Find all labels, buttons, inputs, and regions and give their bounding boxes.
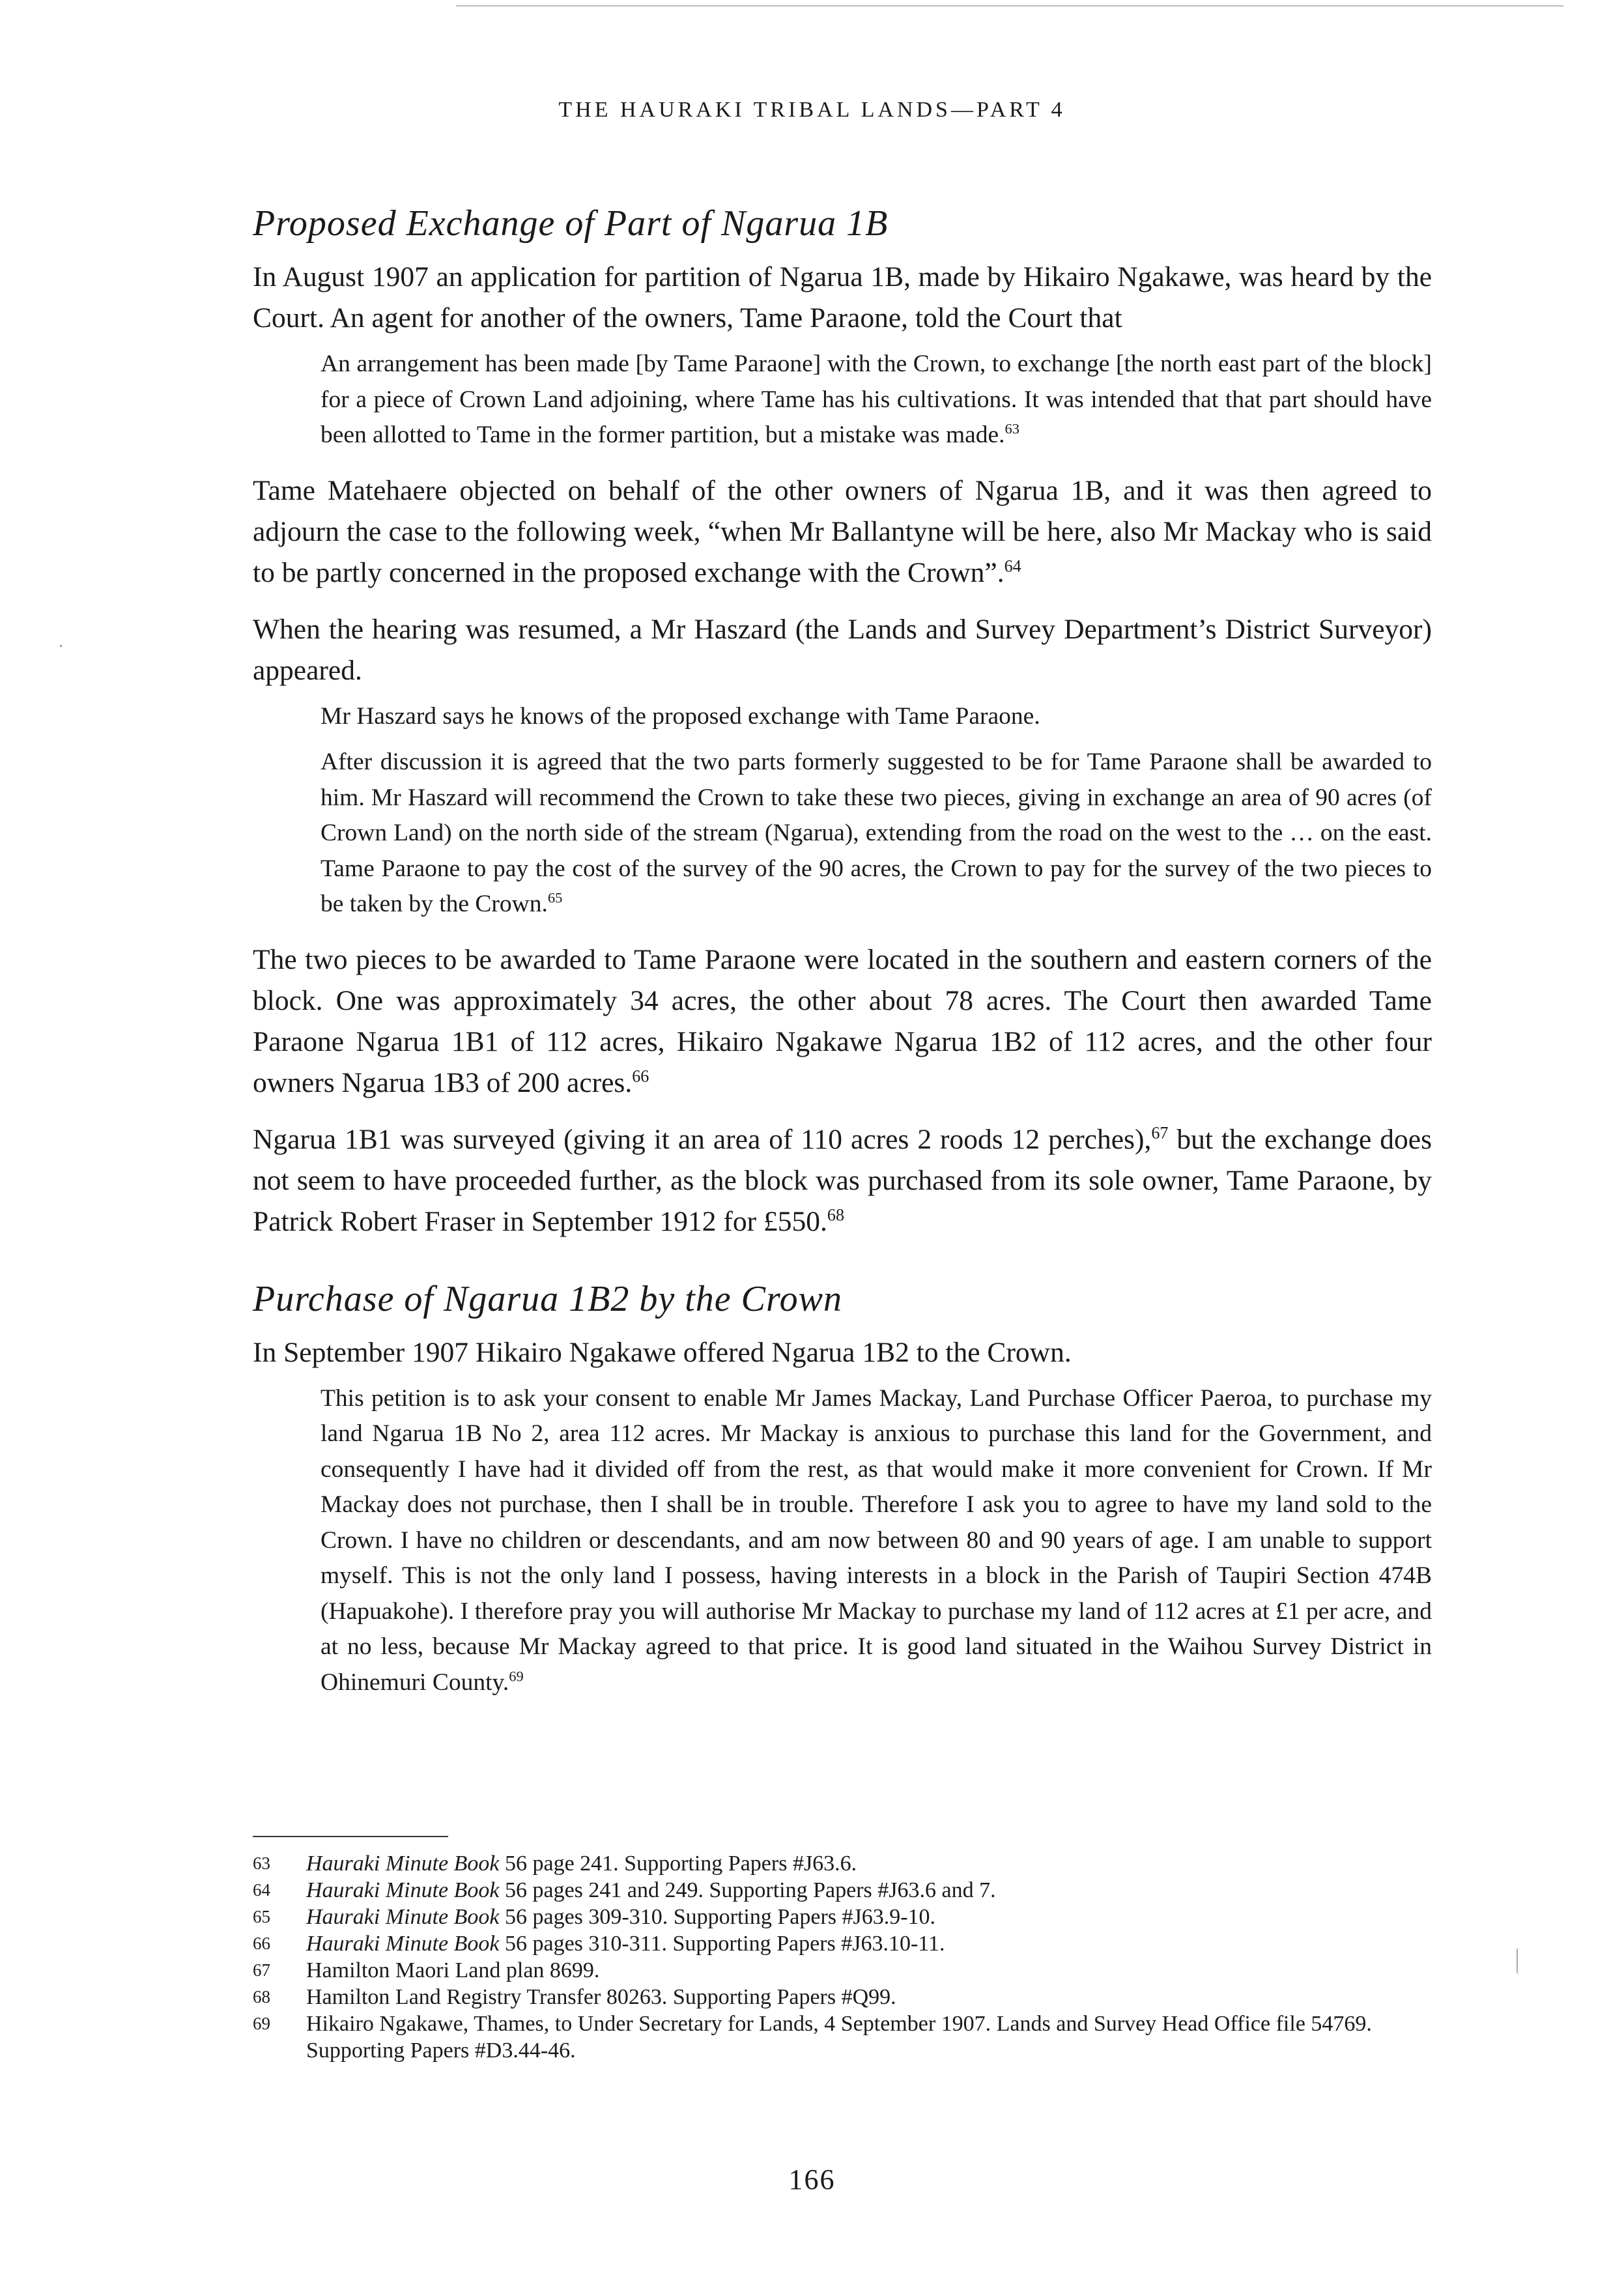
scan-speck <box>60 645 62 647</box>
top-edge-rule <box>456 5 1563 7</box>
footnote-number: 63 <box>253 1853 270 1873</box>
paragraph: Tame Matehaere objected on behalf of the other owners of Ngarua 1B, and it was then agreed to adjourn the case to the following week, “when Mr Ballantyne will be here, also Mr Mackay who is said to be partly concerned in the proposed exchange with the Crown”.$^{64}$ <box>253 474 1432 588</box>
page-body <box>253 202 1432 1717</box>
quote-paragraph: An arrangement has been made [by Tame Paraone] with the Crown, to exchange [the north east part of the block] for a piece of Crown Land adjoining, where Tame has his cultivations. It was intended that that part should have been allotted to Tame in the former partition, but a mistake was made.$^{63}$ <box>321 350 1432 448</box>
footnote: 69 Hikairo Ngakawe, Thames, to Under Secretary for Lands, 4 September 1907. Lands and Survey Head Office file 54769. Supporting Papers #D3.44-46. <box>253 2012 1372 2063</box>
footnote-ref[interactable]: 65 <box>547 889 563 906</box>
footnote: 65 Hauraki Minute Book 56 pages 309-310. Supporting Papers #J63.9-10. <box>253 1905 936 1929</box>
footnotes <box>253 1850 1432 2064</box>
footnote-ref[interactable]: 63 <box>1004 420 1020 437</box>
footnote-ref[interactable]: 68 <box>827 1205 844 1224</box>
paragraph: Ngarua 1B1 was surveyed (giving it an area of 110 acres 2 roods 12 perches),$^{67}$ but the exchange does not seem to have proceeded further, as the block was purchased from its sole owner, Tame Paraone, by Patrick Robert Fraser in September 1912 for £550.68 <box>253 1123 1432 1237</box>
footnote: 67 Hamilton Maori Land plan 8699. <box>253 1958 600 1982</box>
footnote-number: 64 <box>253 1880 270 1900</box>
footnote-ref[interactable]: 67 <box>1151 1123 1169 1142</box>
paragraph: The two pieces to be awarded to Tame Paraone were located in the southern and eastern corners of the block. One was approximately 34 acres, the other about 78 acres. The Court then awarded Tame Paraone Ngarua 1B1 of 112 acres, Hikairo Ngakawe Ngarua 1B2 of 112 acres, and the other four owners Ngarua 1B3 of 200 acres.$^{66}$ <box>253 943 1432 1098</box>
footnote-divider <box>253 1836 448 1837</box>
footnote-number: 65 <box>253 1907 270 1926</box>
footnote-ref[interactable]: 64 <box>1004 556 1021 575</box>
footnote-number: 68 <box>253 1987 270 2007</box>
running-head: THE HAURAKI TRIBAL LANDS—PART 4 <box>558 98 1066 122</box>
footnote-number: 67 <box>253 1960 270 1980</box>
quote-paragraph: After discussion it is agreed that the two parts formerly suggested to be for Tame Paraone shall be awarded to him. Mr Haszard will recommend the Crown to take these two pieces, giving in exchange an area of 90 acres (of Crown Land) on the north side of the stream (Ngarua), extending from the road on the west to the … on the east. Tame Paraone to pay the cost of the survey of the 90 acres, the Crown to pay for the survey of the two pieces to be taken by the Crown.$^{65}$ <box>321 749 1432 917</box>
footnote-number: 69 <box>253 2014 270 2033</box>
paragraph: In September 1907 Hikairo Ngakawe offered Ngarua 1B2 to the Crown. <box>253 1336 1072 1368</box>
footnote: 66 Hauraki Minute Book 56 pages 310-311. Supporting Papers #J63.10-11. <box>253 1932 945 1956</box>
scan-mark <box>1517 1948 1519 1974</box>
block-quote <box>321 699 1432 922</box>
footnote: 63 Hauraki Minute Book 56 page 241. Supporting Papers #J63.6. <box>253 1851 857 1876</box>
paragraph: In August 1907 an application for partition of Ngarua 1B, made by Hikairo Ngakawe, was heard by the Court. An agent for another of the owners, Tame Paraone, told the Court that <box>253 261 1432 334</box>
footnote-ref[interactable]: 69 <box>509 1668 524 1684</box>
footnote-ref[interactable]: 66 <box>632 1066 649 1085</box>
page-number: 166 <box>788 2164 836 2195</box>
footnote-number: 66 <box>253 1934 270 1953</box>
paragraph: When the hearing was resumed, a Mr Haszard (the Lands and Survey Department’s District Surveyor) appeared. <box>253 613 1432 686</box>
quote-paragraph: This petition is to ask your consent to enable Mr James Mackay, Land Purchase Officer Paeroa, to purchase my land Ngarua 1B No 2, area 112 acres. Mr Mackay is anxious to purchase this land for the Government, and consequently I have had it divided off from the rest, as that would make it more convenient for Crown. If Mr Mackay does not purchase, then I shall be in trouble. Therefore I ask you to agree to have my land sold to the Crown. I have no children or descendants, and am now between 80 and 90 years of age. I am unable to support myself. This is not the only land I possess, having interests in a block in the Parish of Taupiri Section 474B (Hapuakohe). I therefore pray you will authorise Mr Mackay to purchase my land of 112 acres at £1 per acre, and at no less, because Mr Mackay agreed to that price. It is good land situated in the Waihou Survey District in Ohinemuri County.$^{69}$ <box>321 1384 1432 1696</box>
footnote: 68 Hamilton Land Registry Transfer 80263. Supporting Papers #Q99. <box>253 1985 896 2009</box>
block-quote <box>321 1381 1432 1701</box>
footnote: 64 Hauraki Minute Book 56 pages 241 and 249. Supporting Papers #J63.6 and 7. <box>253 1878 996 1902</box>
section-heading-exchange: Proposed Exchange of Part of Ngarua 1B <box>253 203 889 244</box>
block-quote <box>321 347 1432 453</box>
quote-paragraph: Mr Haszard says he knows of the proposed exchange with Tame Paraone. <box>321 702 1040 730</box>
section-heading-purchase: Purchase of Ngarua 1B2 by the Crown <box>253 1278 843 1319</box>
